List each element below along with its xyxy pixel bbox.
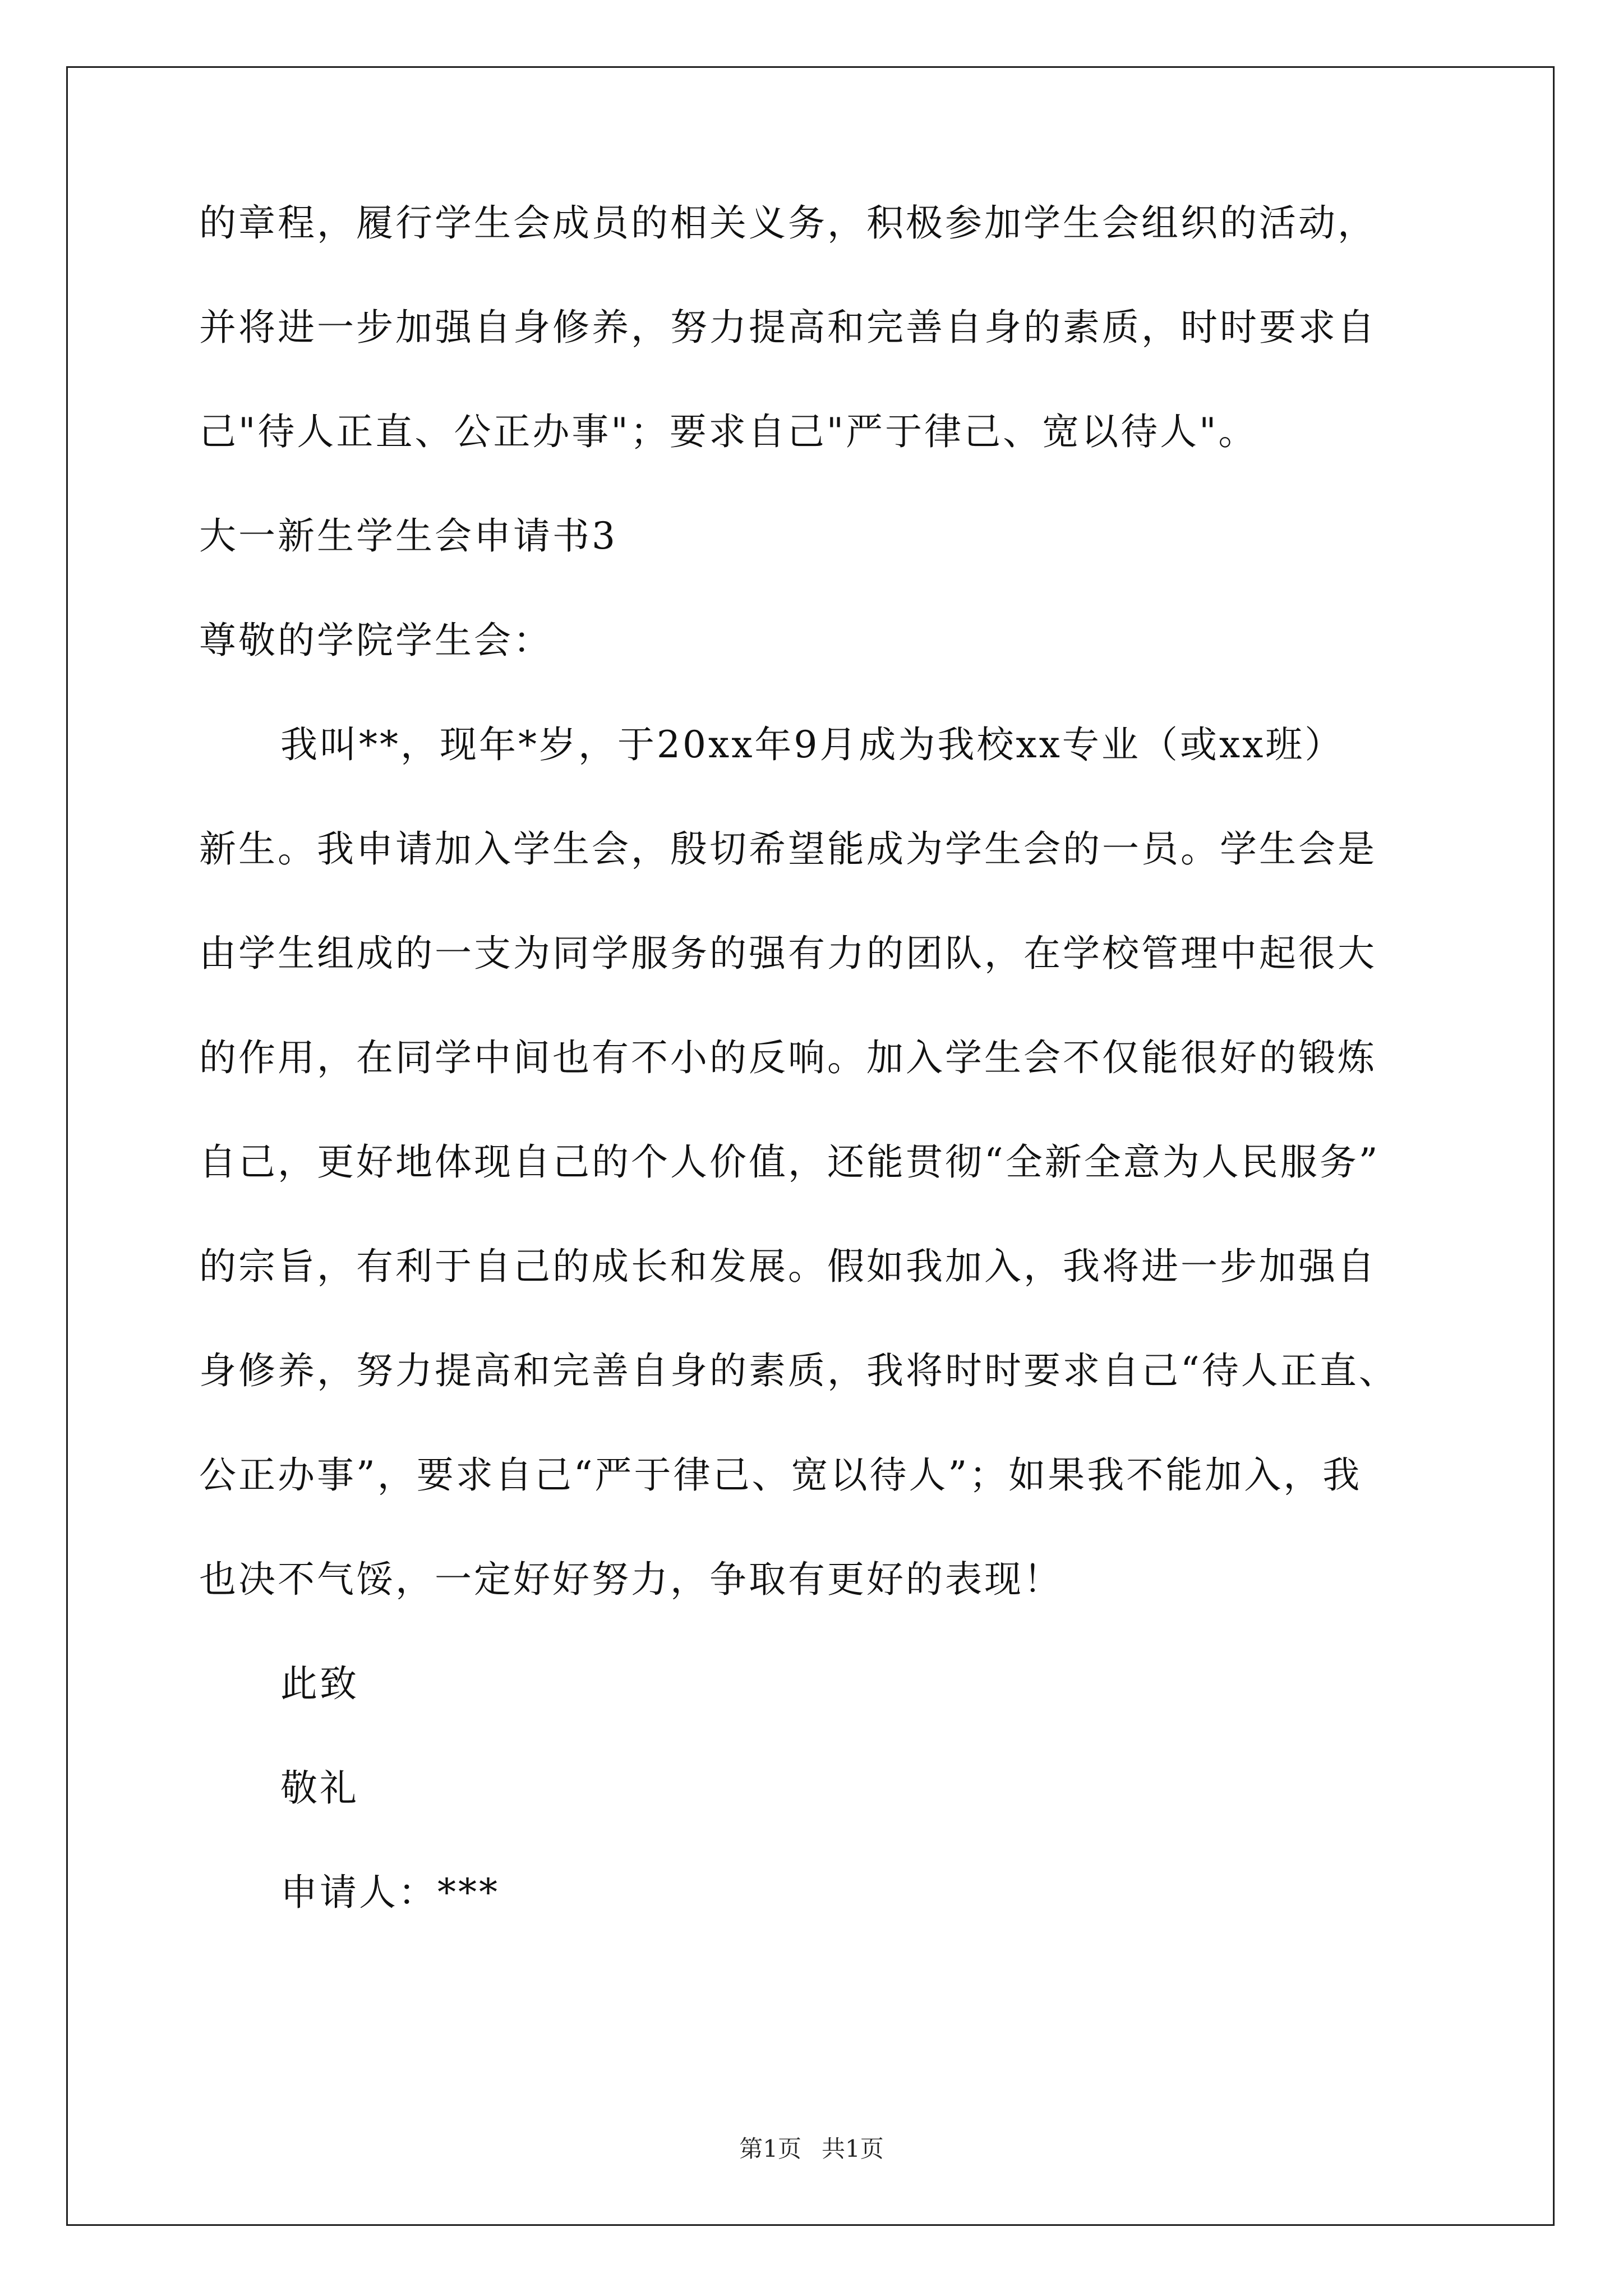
text-line-2: 并将进一步加强自身修养，努力提高和完善自身的素质，时时要求自 [199, 306, 1377, 349]
paragraph-line-8: 公正办事”，要求自己“严于律己、宽以待人”；如果我不能加入，我 [199, 1453, 1362, 1497]
paragraph-line-1: 我叫**，现年*岁，于20xx年9月成为我校xx专业（或xx班） [280, 723, 1344, 766]
signature-line: 申请人：*** [280, 1871, 500, 1914]
paragraph-line-2: 新生。我申请加入学生会，殷切希望能成为学生会的一员。学生会是 [199, 827, 1377, 871]
text-line-1: 的章程，履行学生会成员的相关义务，积极参加学生会组织的活动， [199, 201, 1377, 245]
page-number-current: 第1页 [739, 2135, 801, 2162]
section-title: 大一新生学生会申请书3 [199, 514, 617, 558]
closing-line-1: 此致 [280, 1662, 359, 1705]
page-number-total: 共1页 [822, 2135, 884, 2162]
paragraph-line-3: 由学生组成的一支为同学服务的强有力的团队，在学校管理中起很大 [199, 932, 1377, 975]
paragraph-line-9: 也决不气馁，一定好好努力，争取有更好的表现！ [199, 1558, 1063, 1601]
paragraph-line-6: 的宗旨，有利于自己的成长和发展。假如我加入，我将进一步加强自 [199, 1245, 1377, 1288]
closing-line-2: 敬礼 [280, 1766, 359, 1810]
document-body [199, 201, 1433, 1978]
paragraph-line-4: 的作用，在同学中间也有不小的反响。加入学生会不仅能很好的锻炼 [199, 1036, 1377, 1079]
text-line-3: 己"待人正直、公正办事"；要求自己"严于律己、宽以待人"。 [199, 410, 1258, 453]
salutation: 尊敬的学院学生会： [199, 619, 552, 662]
paragraph-line-7: 身修养，努力提高和完善自身的素质，我将时时要求自己“待人正直、 [199, 1349, 1398, 1392]
paragraph-line-5: 自己，更好地体现自己的个人价值，还能贯彻“全新全意为人民服务” [199, 1140, 1380, 1184]
page-footer [0, 2137, 1623, 2161]
